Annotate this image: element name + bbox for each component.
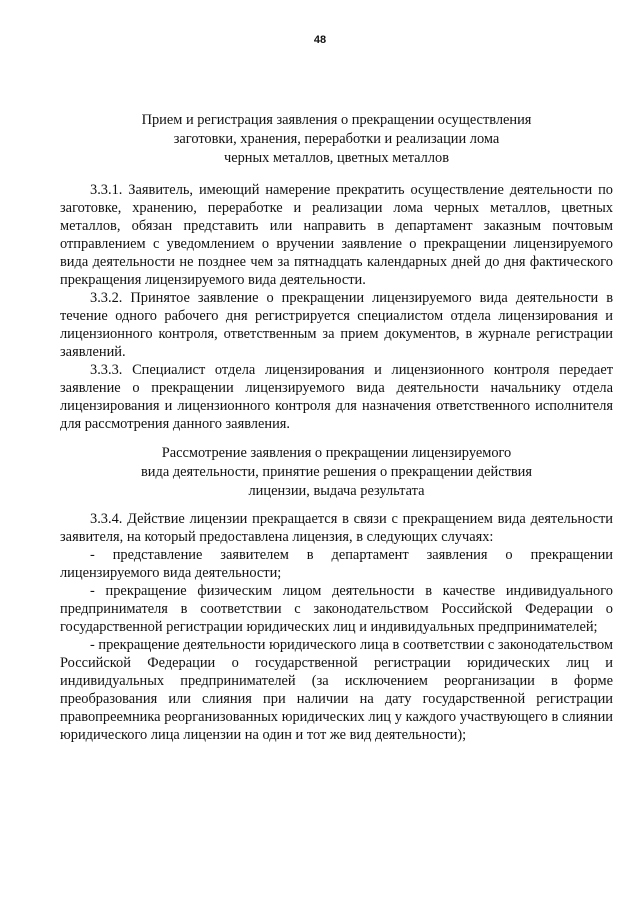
section2-heading-block (60, 444, 613, 501)
list-item: - прекращение деятельности юридического лица в соответствии с законодательством Российской Федерации о государственной регистрации юридических лиц и индивидуальных предпринимателей (за исключением реорганизации в форме преобразования или слияния при наличии на дату государственной регистрации правопреемника реорганизованных юридических лиц у каждого участвующего в слиянии юридического лица лицензии на один и тот же вид деятельности); (60, 637, 613, 743)
section1-body (60, 181, 613, 433)
page-number: 48 (313, 34, 327, 46)
section2-heading-line: вида деятельности, принятие решения о прекращении действия (141, 464, 532, 480)
section2-heading-line: Рассмотрение заявления о прекращении лицензируемого (161, 445, 512, 461)
section2-heading-line: лицензии, выдача результата (248, 483, 425, 499)
section1-heading-block (60, 111, 613, 168)
section1-heading (60, 111, 613, 168)
section1-heading-line: черных металлов, цветных металлов (223, 150, 450, 166)
list-item: - представление заявителем в департамент заявления о прекращении лицензируемого вида деятельности; (60, 547, 613, 581)
paragraph-3-3-1: 3.3.1. Заявитель, имеющий намерение прекратить осуществление деятельности по заготовке, хранению, переработке и реализации лома черных металлов, цветных металлов, обязан представить или направить в департамент заказным почтовым отправлением с уведомлением о вручении заявление о прекращении лицензируемого вида деятельности не позднее чем за пятнадцать календарных дней до дня фактического прекращения лицензируемого вида деятельности. (60, 182, 613, 288)
paragraph-3-3-3: 3.3.3. Специалист отдела лицензирования и лицензионного контроля передает заявление о прекращении лицензируемого вида деятельности начальнику отдела лицензирования и лицензионного контроля для назначения ответственного исполнителя для рассмотрения данного заявления. (60, 362, 613, 432)
list-item: - прекращение физическим лицом деятельности в качестве индивидуального предпринимателя в соответствии с законодательством Российской Федерации о государственной регистрации юридических лиц и индивидуальных предпринимателей; (60, 583, 613, 635)
paragraph-3-3-4: 3.3.4. Действие лицензии прекращается в связи с прекращением вида деятельности заявителя, на который предоставлена лицензия, в следующих случаях: (60, 511, 613, 545)
paragraph-3-3-2: 3.3.2. Принятое заявление о прекращении лицензируемого вида деятельности в течение одного рабочего дня регистрируется специалистом отдела лицензирования и лицензионного контроля, ответственным за прием документов, в журнале регистрации заявлений. (60, 290, 613, 360)
section2-body (60, 510, 613, 744)
section1-heading-line: Прием и регистрация заявления о прекращении осуществления (141, 112, 532, 128)
section1-heading-line: заготовки, хранения, переработки и реализации лома (173, 131, 500, 147)
section2-heading (60, 444, 613, 501)
